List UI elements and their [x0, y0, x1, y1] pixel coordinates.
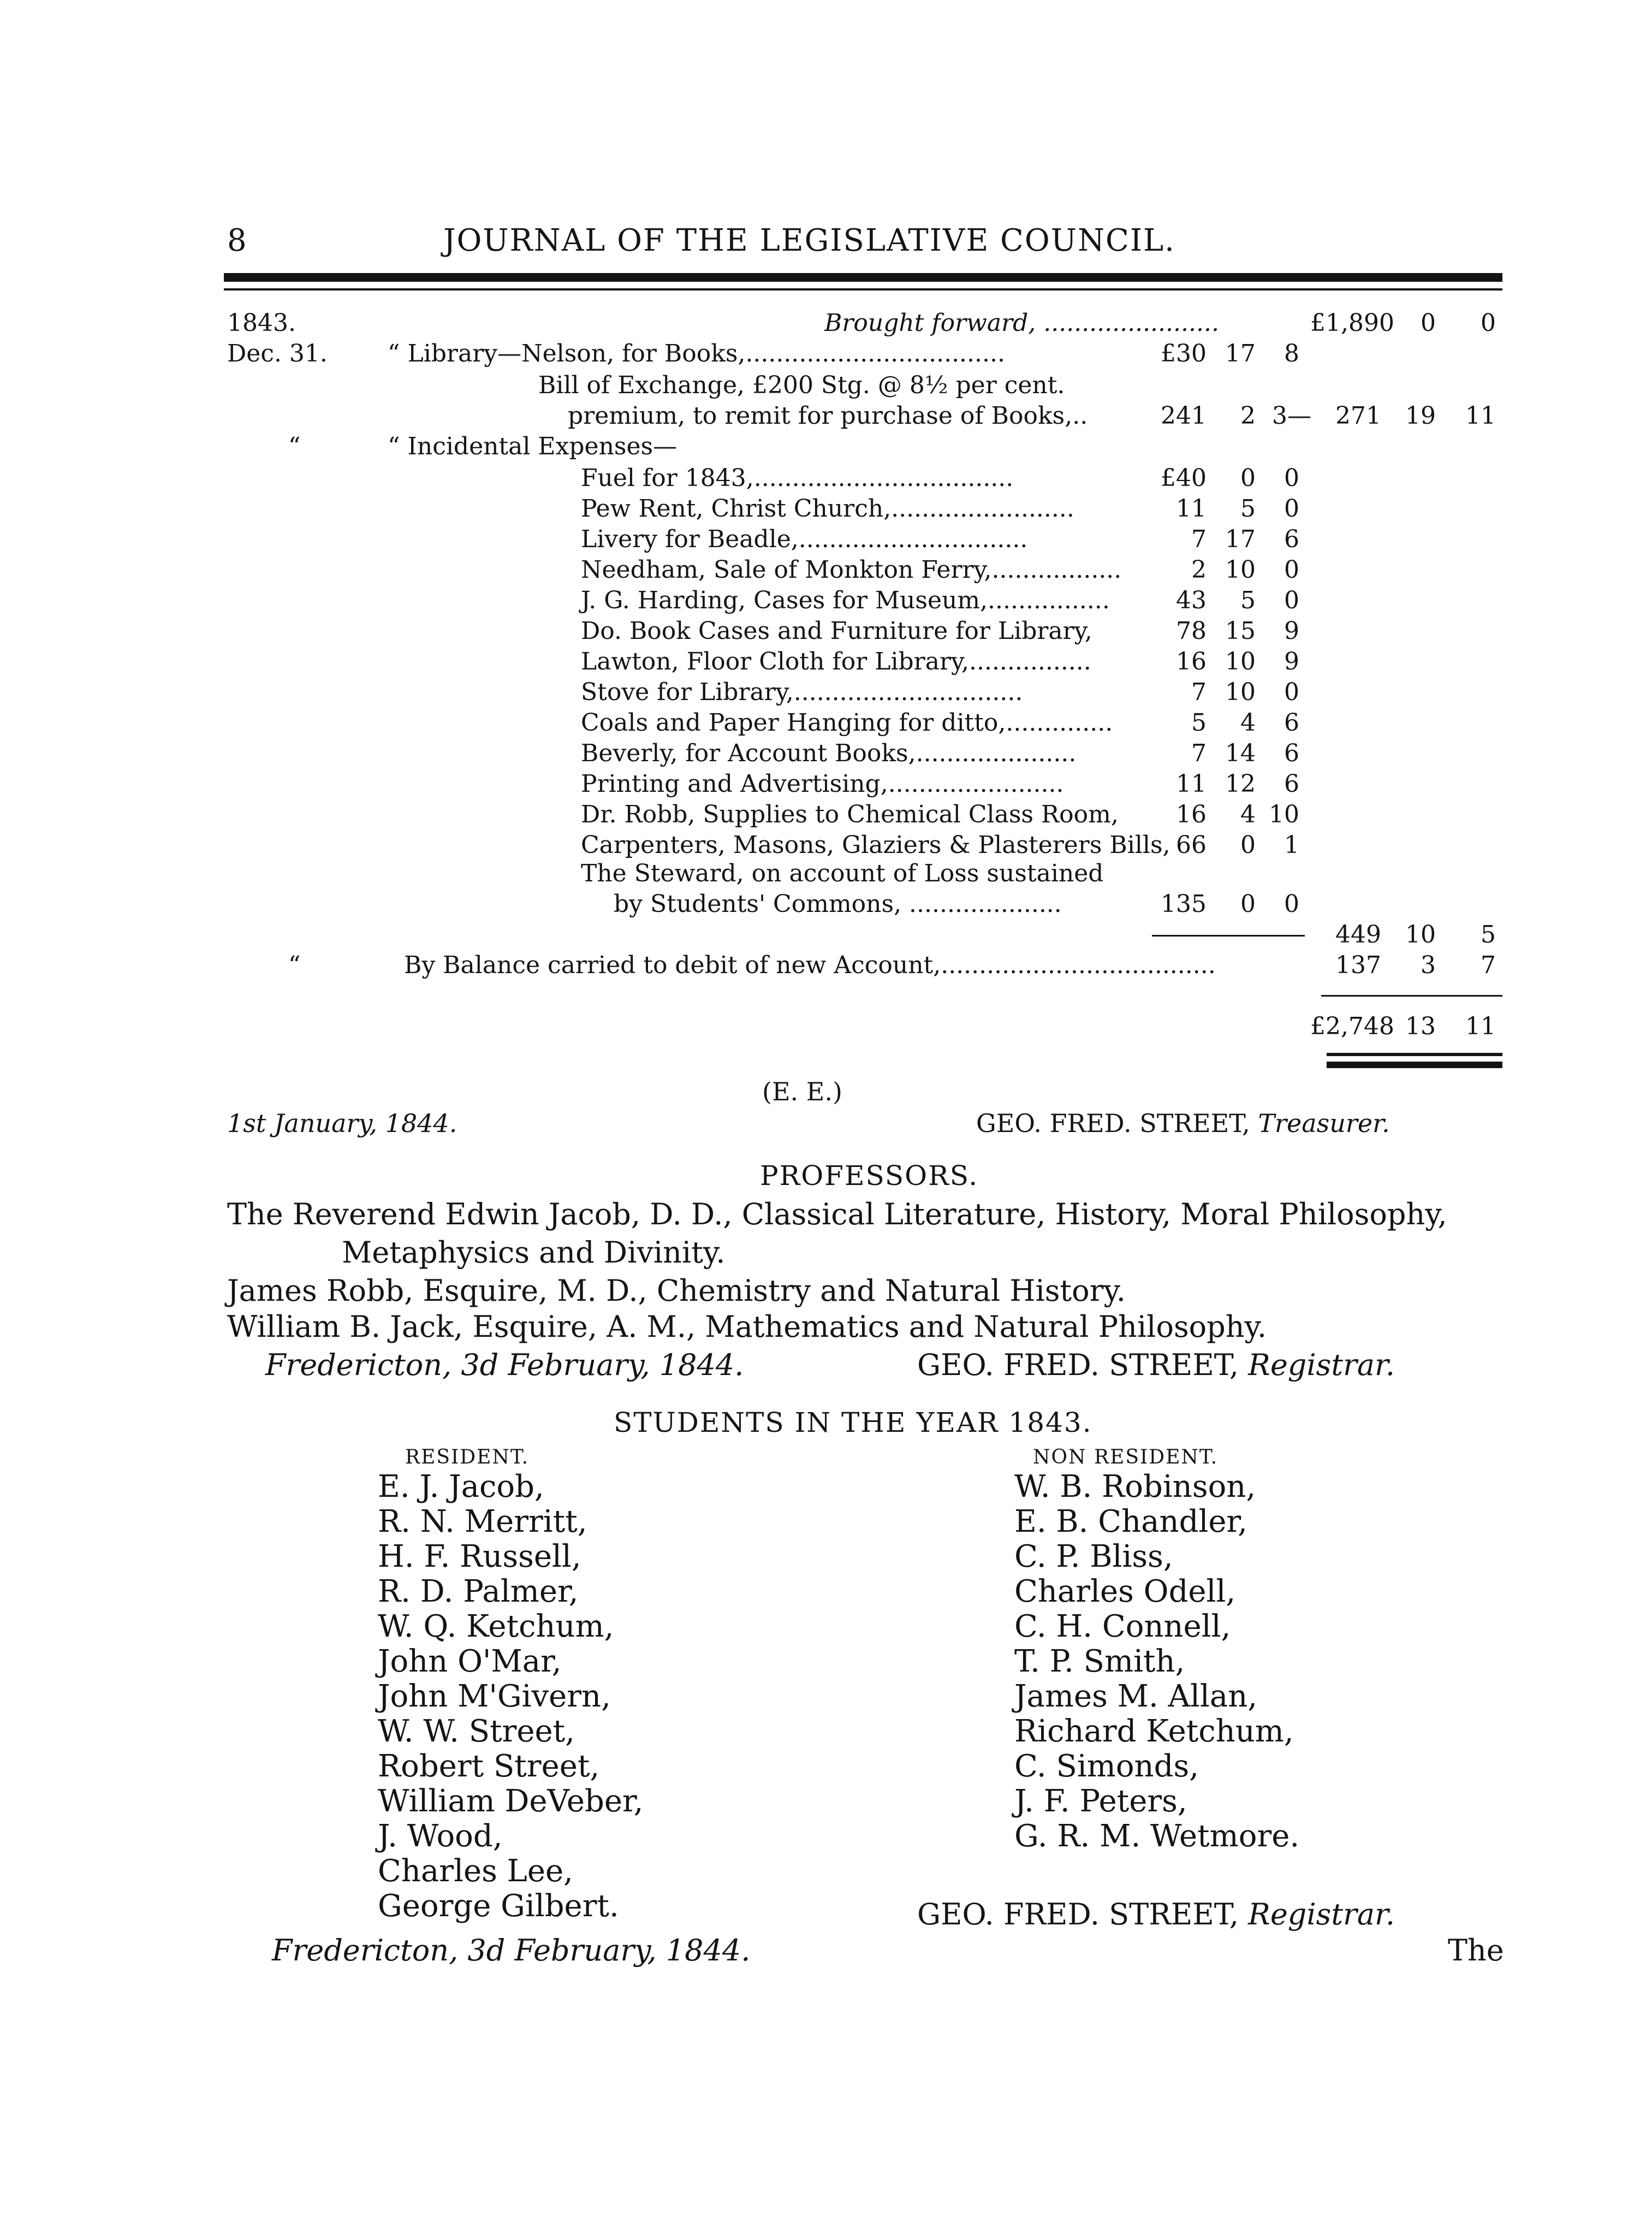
expense-pounds: 11 [1176, 770, 1207, 798]
expense-pounds: 16 [1176, 648, 1207, 676]
student-name: R. D. Palmer, [378, 1574, 579, 1609]
expense-shillings: 15 [1225, 617, 1256, 645]
student-name: H. F. Russell, [378, 1539, 581, 1574]
student-name: Richard Ketchum, [1014, 1714, 1294, 1749]
expense-label-text: J. G. Harding, Cases for Museum, [581, 586, 988, 614]
student-name: John O'Mar, [378, 1644, 562, 1679]
expense-label [581, 586, 1110, 614]
expense-pounds: 2 [1191, 556, 1207, 584]
student-name: E. J. Jacob, [378, 1469, 544, 1504]
expense-pounds: 7 [1191, 678, 1207, 706]
library-shillings: 17 [1225, 340, 1256, 368]
student-name: T. P. Smith, [1014, 1644, 1185, 1679]
expense-pence: 10 [1269, 801, 1299, 828]
expense-label-text: Pew Rent, Christ Church, [581, 495, 892, 523]
bill-line-1: Bill of Exchange, £200 Stg. @ 8½ per cent. [538, 371, 1065, 399]
total-rule [1321, 995, 1502, 997]
expense-label-text: Dr. Robb, Supplies to Chemical Class Room, [581, 801, 1119, 828]
balance-label: By Balance carried to debit of new Account,.................................... [404, 951, 1216, 979]
brought-forward-pence: 0 [1481, 309, 1496, 337]
expense-shillings: 0 [1240, 831, 1256, 859]
brought-forward-shillings: 0 [1421, 309, 1436, 337]
running-title: JOURNAL OF THE LEGISLATIVE COUNCIL. [443, 223, 1175, 258]
student-name: Robert Street, [378, 1749, 600, 1784]
leader-dots: .............................. [798, 525, 1028, 553]
leader-dots: .............................. [793, 678, 1023, 706]
library-label: “ Library—Nelson, for Books,.................................. [388, 340, 1005, 368]
expense-pence: 9 [1284, 617, 1299, 645]
expense-label [581, 678, 1023, 706]
professor-line-3: James Robb, Esquire, M. D., Chemistry and Natural History. [227, 1273, 1126, 1308]
leader-dots: ..................... [916, 739, 1077, 767]
expense-label-text: Stove for Library, [581, 678, 794, 706]
expense-pence: 6 [1284, 709, 1299, 737]
header-rule-thin [224, 288, 1502, 291]
professors-heading: PROFESSORS. [760, 1160, 979, 1192]
expense-pounds: £40 [1161, 464, 1207, 492]
expense-pence: 6 [1284, 525, 1299, 553]
expense-pounds: 11 [1176, 495, 1207, 523]
expense-pence: 0 [1284, 495, 1299, 523]
students-place-date: Fredericton, 3d February, 1844. [272, 1933, 751, 1968]
expense-pence: 0 [1284, 556, 1299, 584]
account-date: Dec. 31. [227, 340, 328, 368]
expense-pounds: 7 [1191, 739, 1207, 767]
leader-dots: .................................. [745, 340, 1005, 368]
student-name: William DeVeber, [378, 1783, 644, 1819]
expense-label [581, 739, 1076, 767]
ditto-mark: “ [288, 951, 301, 979]
brought-forward-pounds: £1,890 [1310, 309, 1394, 337]
page-number: 8 [227, 223, 247, 258]
expense-pounds: 66 [1176, 831, 1207, 859]
library-total-shillings: 19 [1405, 402, 1436, 430]
student-name: C. P. Bliss, [1014, 1539, 1173, 1574]
student-name: J. F. Peters, [1014, 1783, 1187, 1819]
header-rule-thick [224, 273, 1502, 282]
steward-line-1: The Steward, on account of Loss sustained [581, 860, 1104, 887]
expense-pence: 6 [1284, 739, 1299, 767]
expense-label-text: Needham, Sale of Monkton Ferry, [581, 556, 992, 584]
steward-line-2: by Students' Commons, .................... [614, 890, 1062, 918]
incidental-total-pence: 5 [1481, 921, 1496, 949]
expense-label-text: Printing and Advertising, [581, 770, 888, 798]
expense-shillings: 10 [1225, 556, 1256, 584]
account-year: 1843. [227, 309, 296, 337]
steward-pence: 0 [1284, 890, 1299, 918]
expense-shillings: 5 [1240, 586, 1256, 614]
expense-shillings: 12 [1225, 770, 1256, 798]
professor-line-2: Metaphysics and Divinity. [342, 1235, 726, 1270]
incidental-total-pounds: 449 [1335, 921, 1381, 949]
leader-dots: .................................... [941, 951, 1216, 979]
students-heading: STUDENTS IN THE YEAR 1843. [614, 1407, 1092, 1438]
student-name: Charles Odell, [1014, 1574, 1236, 1609]
expense-shillings: 17 [1225, 525, 1256, 553]
expense-shillings: 14 [1225, 739, 1256, 767]
expense-label-text: Carpenters, Masons, Glaziers & Plasterers Bills, [581, 831, 1170, 859]
expense-label-text: Fuel for 1843, [581, 464, 754, 492]
expense-shillings: 10 [1225, 678, 1256, 706]
grand-total-pounds: £2,748 [1310, 1012, 1394, 1040]
expense-label [581, 801, 1119, 828]
bill-pence: 3— [1272, 402, 1311, 430]
expense-label-text: Livery for Beadle, [581, 525, 799, 553]
brought-forward-label: Brought forward, ....................... [824, 309, 1219, 337]
resident-heading: RESIDENT. [405, 1446, 530, 1468]
student-name: Charles Lee, [378, 1853, 573, 1889]
double-rule-top [1327, 1053, 1502, 1056]
leader-dots: .............. [1006, 709, 1113, 737]
signoff-date: 1st January, 1844. [227, 1109, 457, 1138]
bill-pounds: 241 [1161, 402, 1207, 430]
expense-label-text: Do. Book Cases and Furniture for Library, [581, 617, 1092, 645]
balance-shillings: 3 [1421, 951, 1436, 979]
expense-label [581, 495, 1074, 523]
expense-shillings: 4 [1240, 709, 1256, 737]
expense-label [581, 648, 1091, 676]
expense-shillings: 10 [1225, 648, 1256, 676]
expense-pounds: 78 [1176, 617, 1207, 645]
expense-label-text: Lawton, Floor Cloth for Library, [581, 648, 969, 676]
professor-line-1: The Reverend Edwin Jacob, D. D., Classical Literature, History, Moral Philosophy, [227, 1197, 1447, 1231]
expense-label [581, 617, 1092, 645]
expense-pounds: 5 [1191, 709, 1207, 737]
leader-dots: .................... [901, 890, 1062, 918]
student-name: George Gilbert. [378, 1888, 619, 1924]
student-name: W. Q. Ketchum, [378, 1609, 614, 1644]
subtotal-rule [1152, 935, 1305, 937]
balance-pounds: 137 [1335, 951, 1381, 979]
steward-pounds: 135 [1161, 890, 1207, 918]
expense-pounds: 43 [1176, 586, 1207, 614]
expense-pence: 0 [1284, 678, 1299, 706]
balance-pence: 7 [1481, 951, 1496, 979]
library-total-pence: 11 [1465, 402, 1496, 430]
expense-pence: 9 [1284, 648, 1299, 676]
expense-pence: 0 [1284, 464, 1299, 492]
leader-dots: ....................... [888, 770, 1064, 798]
bill-line-2: premium, to remit for purchase of Books,.. [568, 402, 1088, 430]
leader-dots: ................ [988, 586, 1110, 614]
expense-pence: 6 [1284, 770, 1299, 798]
student-name: C. H. Connell, [1014, 1609, 1231, 1644]
non-resident-heading: NON RESIDENT. [1033, 1446, 1219, 1468]
expense-shillings: 4 [1240, 801, 1256, 828]
ditto-mark: “ [288, 432, 301, 460]
expense-shillings: 5 [1240, 495, 1256, 523]
expense-pounds: 16 [1176, 801, 1207, 828]
student-name: John M'Givern, [378, 1679, 611, 1714]
expense-label-text: Coals and Paper Hanging for ditto, [581, 709, 1006, 737]
expense-label [581, 556, 1121, 584]
grand-total-shillings: 13 [1405, 1012, 1436, 1040]
steward-shillings: 0 [1240, 890, 1256, 918]
student-name: James M. Allan, [1014, 1679, 1258, 1714]
library-total-pounds: 271 [1335, 402, 1381, 430]
registrar-signature-1: GEO. FRED. STREET, Registrar. [917, 1348, 1395, 1382]
expense-label [581, 525, 1027, 553]
ee-initials: (E. E.) [762, 1077, 842, 1106]
leader-dots: ....................... [1036, 309, 1219, 337]
incidental-heading: “ Incidental Expenses— [388, 432, 678, 460]
bill-shillings: 2 [1240, 402, 1256, 430]
student-name: W. B. Robinson, [1014, 1469, 1256, 1504]
student-name: J. Wood, [378, 1818, 503, 1854]
registrar-signature-2: GEO. FRED. STREET, Registrar. [917, 1897, 1395, 1931]
leader-dots: ................. [991, 556, 1122, 584]
expense-label [581, 770, 1063, 798]
incidental-total-shillings: 10 [1405, 921, 1436, 949]
student-name: R. N. Merritt, [378, 1504, 587, 1539]
catchword: The [1448, 1933, 1504, 1968]
student-name: G. R. M. Wetmore. [1014, 1818, 1300, 1854]
professor-line-4: William B. Jack, Esquire, A. M., Mathematics and Natural Philosophy. [227, 1310, 1267, 1344]
treasurer-signature: GEO. FRED. STREET, Treasurer. [976, 1109, 1390, 1138]
professors-place-date: Fredericton, 3d February, 1844. [265, 1348, 744, 1382]
library-pence: 8 [1284, 340, 1299, 368]
expense-label-text: Beverly, for Account Books, [581, 739, 916, 767]
expense-shillings: 0 [1240, 464, 1256, 492]
expense-label [581, 464, 1013, 492]
leader-dots: ................ [968, 648, 1091, 676]
grand-total-pence: 11 [1465, 1012, 1496, 1040]
expense-pounds: 7 [1191, 525, 1207, 553]
student-name: W. W. Street, [378, 1714, 575, 1749]
expense-label [581, 831, 1170, 859]
student-name: C. Simonds, [1014, 1749, 1199, 1784]
leader-dots: ........................ [891, 495, 1074, 523]
expense-label [581, 709, 1113, 737]
student-name: E. B. Chandler, [1014, 1504, 1247, 1539]
double-rule-bottom [1327, 1062, 1502, 1068]
expense-pence: 1 [1284, 831, 1299, 859]
leader-dots: .................................. [753, 464, 1014, 492]
expense-pence: 0 [1284, 586, 1299, 614]
library-pounds: £30 [1161, 340, 1207, 368]
